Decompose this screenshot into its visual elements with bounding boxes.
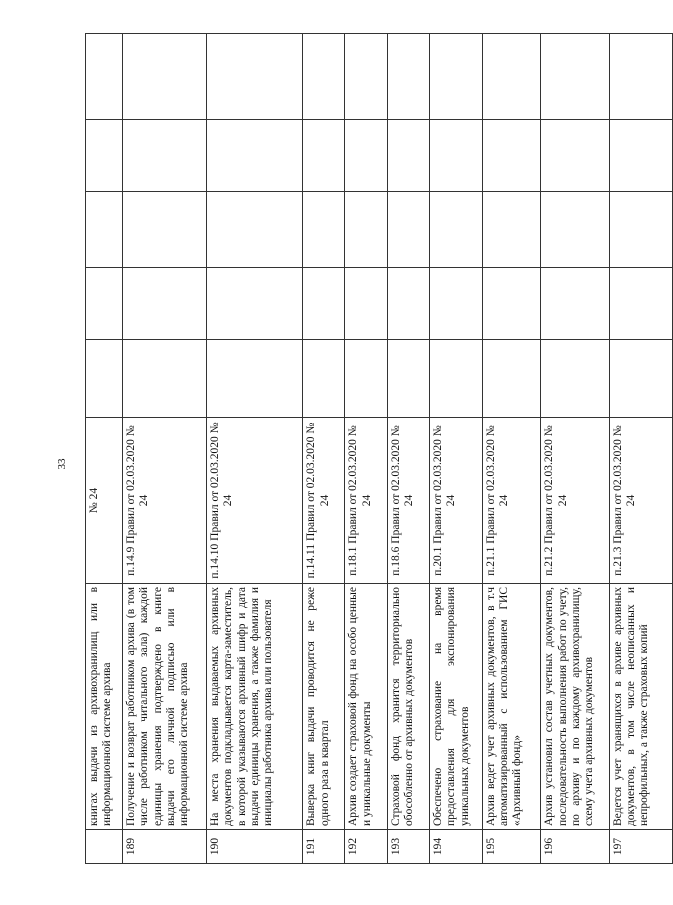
page-number: 33 — [56, 458, 68, 470]
requirement-cell: Выверка книг выдачи проводится не реже одного раза в квартал — [303, 584, 345, 830]
empty-cell — [345, 34, 387, 120]
requirement-cell: Ведется учет хранящихся в архиве архивных документов, в том числе неописанных и непрофильных, а также страховых копий — [609, 584, 672, 830]
legal-reference-cell: п.21.2 Правил от 02.03.2020 № 24 — [541, 418, 609, 584]
empty-cell — [123, 340, 207, 418]
row-number-cell: 190 — [207, 830, 303, 864]
requirement-cell: Обеспечено страхование на время предоставления для экспонирования уникальных документов — [429, 584, 482, 830]
row-number-cell — [86, 830, 123, 864]
empty-cell — [482, 340, 541, 418]
table-row — [345, 34, 387, 864]
empty-cell — [303, 192, 345, 268]
empty-cell — [86, 268, 123, 340]
empty-cell — [609, 34, 672, 120]
empty-cell — [482, 192, 541, 268]
requirement-cell: Архив создает страховой фонд на особо ценные и уникальные документы — [345, 584, 387, 830]
empty-cell — [429, 192, 482, 268]
empty-cell — [609, 120, 672, 192]
legal-reference-cell: п.18.1 Правил от 02.03.2020 № 24 — [345, 418, 387, 584]
table-row — [482, 34, 541, 864]
requirement-cell: книгах выдачи из архивохранилищ или в информационной системе архива — [86, 584, 123, 830]
requirements-table — [85, 33, 673, 864]
legal-reference-cell: п.21.1 Правил от 02.03.2020 № 24 — [482, 418, 541, 584]
row-number-cell: 195 — [482, 830, 541, 864]
legal-reference-cell: п.21.3 Правил от 02.03.2020 № 24 — [609, 418, 672, 584]
empty-cell — [541, 340, 609, 418]
table-row — [123, 34, 207, 864]
empty-cell — [86, 120, 123, 192]
empty-cell — [123, 268, 207, 340]
table-row — [207, 34, 303, 864]
empty-cell — [541, 192, 609, 268]
table-body — [86, 34, 673, 864]
empty-cell — [482, 120, 541, 192]
legal-reference-cell: п.14.9 Правил от 02.03.2020 № 24 — [123, 418, 207, 584]
table-row — [429, 34, 482, 864]
empty-cell — [207, 34, 303, 120]
empty-cell — [345, 192, 387, 268]
legal-reference-cell: п.20.1 Правил от 02.03.2020 № 24 — [429, 418, 482, 584]
empty-cell — [123, 192, 207, 268]
empty-cell — [303, 268, 345, 340]
empty-cell — [609, 340, 672, 418]
empty-cell — [541, 268, 609, 340]
empty-cell — [387, 340, 429, 418]
empty-cell — [609, 268, 672, 340]
empty-cell — [86, 340, 123, 418]
row-number-cell: 191 — [303, 830, 345, 864]
row-number-cell: 193 — [387, 830, 429, 864]
empty-cell — [482, 268, 541, 340]
empty-cell — [387, 268, 429, 340]
empty-cell — [609, 192, 672, 268]
empty-cell — [207, 268, 303, 340]
requirement-cell: На места хранения выдаваемых архивных документов подкладывается карта-заместитель, в которой указываются архивный шифр и дата выдачи единицы хранения, а также фамилия и инициалы работника архива или пользователя — [207, 584, 303, 830]
empty-cell — [387, 120, 429, 192]
requirement-cell: Получение и возврат работником архива (в том числе работником читального зала) каждой единицы хранения подтверждено в книге выдачи его личной подписью или в информационной системе архива — [123, 584, 207, 830]
empty-cell — [86, 192, 123, 268]
empty-cell — [123, 34, 207, 120]
requirement-cell: Архив установил состав учетных документов, последовательность выполнения работ по учету, по архиву и по каждому архивохранилищу, схему учета архивных документов — [541, 584, 609, 830]
empty-cell — [303, 120, 345, 192]
legal-reference-cell: № 24 — [86, 418, 123, 584]
empty-cell — [387, 192, 429, 268]
empty-cell — [86, 34, 123, 120]
empty-cell — [482, 34, 541, 120]
empty-cell — [303, 340, 345, 418]
empty-cell — [541, 34, 609, 120]
row-number-cell: 194 — [429, 830, 482, 864]
empty-cell — [345, 120, 387, 192]
row-number-cell: 192 — [345, 830, 387, 864]
empty-cell — [207, 192, 303, 268]
empty-cell — [429, 120, 482, 192]
empty-cell — [541, 120, 609, 192]
row-number-cell: 197 — [609, 830, 672, 864]
table-row — [303, 34, 345, 864]
empty-cell — [207, 120, 303, 192]
empty-cell — [429, 34, 482, 120]
table-row — [541, 34, 609, 864]
empty-cell — [345, 268, 387, 340]
legal-reference-cell: п.14.11 Правил от 02.03.2020 № 24 — [303, 418, 345, 584]
rotated-table-region — [85, 34, 673, 864]
empty-cell — [429, 340, 482, 418]
legal-reference-cell: п.14.10 Правил от 02.03.2020 № 24 — [207, 418, 303, 584]
empty-cell — [303, 34, 345, 120]
table-row — [609, 34, 672, 864]
legal-reference-cell: п.18.6 Правил от 02.03.2020 № 24 — [387, 418, 429, 584]
empty-cell — [123, 120, 207, 192]
table-container — [85, 34, 673, 864]
empty-cell — [387, 34, 429, 120]
empty-cell — [345, 340, 387, 418]
empty-cell — [207, 340, 303, 418]
table-row — [86, 34, 123, 864]
row-number-cell: 196 — [541, 830, 609, 864]
empty-cell — [429, 268, 482, 340]
table-row — [387, 34, 429, 864]
requirement-cell: Архив ведет учет архивных документов, в т.ч автоматизированный с использованием ГИС «Архивный фонд» — [482, 584, 541, 830]
requirement-cell: Страховой фонд хранится территориально обособленно от архивных документов — [387, 584, 429, 830]
row-number-cell: 189 — [123, 830, 207, 864]
